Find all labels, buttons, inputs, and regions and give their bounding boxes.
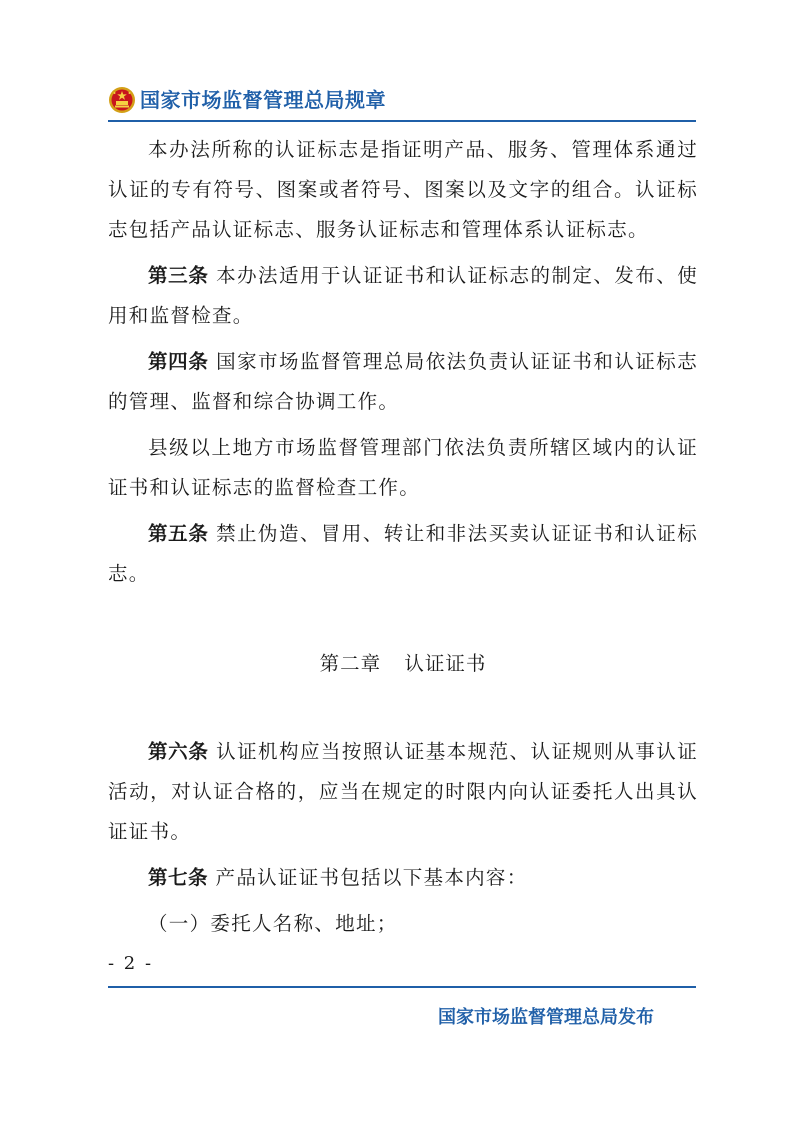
document-body	[108, 130, 698, 944]
national-emblem-icon	[108, 86, 136, 114]
paragraph-text: 县级以上地方市场监督管理部门依法负责所辖区域内的认证证书和认证标志的监督检查工作。	[108, 436, 698, 499]
paragraph	[108, 130, 698, 250]
page-number: - 2 -	[108, 953, 154, 974]
chapter-heading: 第二章 认证证书	[319, 652, 487, 675]
paragraph	[108, 514, 698, 594]
article-label: 第五条	[148, 522, 209, 545]
paragraph	[108, 732, 698, 852]
paragraph-text: 本办法适用于认证证书和认证标志的制定、发布、使用和监督检查。	[108, 264, 698, 327]
article-label: 第四条	[148, 350, 209, 373]
footer-publisher: 国家市场监督管理总局发布	[438, 1007, 654, 1028]
header-rule	[108, 120, 696, 122]
paragraph-text: （一）委托人名称、地址；	[148, 912, 398, 935]
header-title: 国家市场监督管理总局规章	[140, 88, 386, 112]
article-label: 第三条	[148, 264, 209, 287]
paragraph-text: 产品认证证书包括以下基本内容：	[208, 866, 528, 889]
paragraph	[108, 858, 698, 898]
document-header	[108, 84, 698, 118]
paragraph-text: 国家市场监督管理总局依法负责认证证书和认证标志的管理、监督和综合协调工作。	[108, 350, 698, 413]
paragraph	[108, 428, 698, 508]
paragraph-text: 认证机构应当按照认证基本规范、认证规则从事认证活动，对认证合格的，应当在规定的时限内向认证委托人出具认证证书。	[108, 740, 698, 843]
article-label: 第六条	[148, 740, 209, 763]
paragraph	[108, 342, 698, 422]
paragraph-text: 禁止伪造、冒用、转让和非法买卖认证证书和认证标志。	[108, 522, 698, 585]
paragraph-text: 本办法所称的认证标志是指证明产品、服务、管理体系通过认证的专有符号、图案或者符号、图案以及文字的组合。认证标志包括产品认证标志、服务认证标志和管理体系认证标志。	[108, 138, 698, 241]
footer-rule	[108, 986, 696, 988]
article-label: 第七条	[148, 866, 209, 889]
paragraph	[108, 256, 698, 336]
paragraph	[108, 904, 698, 944]
